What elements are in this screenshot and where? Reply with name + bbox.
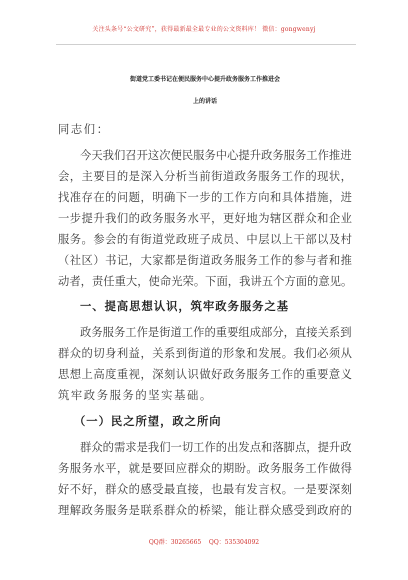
- footer-contact: [0, 537, 408, 546]
- footer-qq: QQ：535304092: [208, 539, 260, 546]
- salutation: 同志们：: [58, 123, 110, 136]
- subsection-line: 好不好，群众的感受最直接，也最有发言权。一是要深刻: [58, 483, 353, 496]
- header-notice: 关注头条号“公文研究”，获得最新最全最专业的公文资料库！ 微信：gongwenyj: [92, 26, 316, 33]
- header-divider: [56, 44, 356, 45]
- footer-qq-group: QQ群：30265665: [148, 539, 202, 546]
- subsection-heading: （一）民之所望，政之所向: [74, 414, 222, 428]
- subsection-line: 务服务水平，就是要回应群众的期盼。政务服务工作做得: [58, 462, 353, 475]
- document-title-line-2: 上的讲话: [192, 98, 217, 105]
- section-line: 思想上高度重视，深刻认识做好政务服务工作的重要意义: [58, 368, 353, 381]
- intro-line: 动者，责任重大，使命光荣。下面，我讲五个方面的意见。: [58, 275, 353, 288]
- intro-line: 一步提升我们的政务服务水平，更好地为辖区群众和企业: [58, 212, 353, 225]
- section-heading: 一、提高思想认识，筑牢政务服务之基: [80, 299, 290, 313]
- intro-line: 会，主要目的是深入分析当前街道政务服务工作的现状，: [58, 170, 353, 183]
- intro-line: 服务。参会的有街道党政班子成员、中层以上干部以及村: [58, 233, 353, 246]
- intro-line: 找准存在的问题，明确下一步的工作方向和具体措施，进: [58, 191, 353, 204]
- section-line: 群众的切身利益，关系到街道的形象和发展。我们必须从: [58, 347, 353, 360]
- intro-line: 今天我们召开这次便民服务中心提升政务服务工作推进: [80, 149, 352, 162]
- section-line: 政务服务工作是街道工作的重要组成部分，直接关系到: [80, 326, 352, 339]
- document-title-line-1: 街道党工委书记在便民服务中心提升政务服务工作推进会: [129, 76, 280, 83]
- intro-line: （社区）书记，大家都是街道政务服务工作的参与者和推: [58, 254, 353, 267]
- section-line: 筑牢政务服务的坚实基础。: [58, 389, 213, 402]
- subsection-line: 群众的需求是我们一切工作的出发点和落脚点，提升政: [80, 441, 352, 454]
- subsection-line: 理解政务服务是联系群众的桥梁，能让群众感受到政府的: [58, 504, 353, 517]
